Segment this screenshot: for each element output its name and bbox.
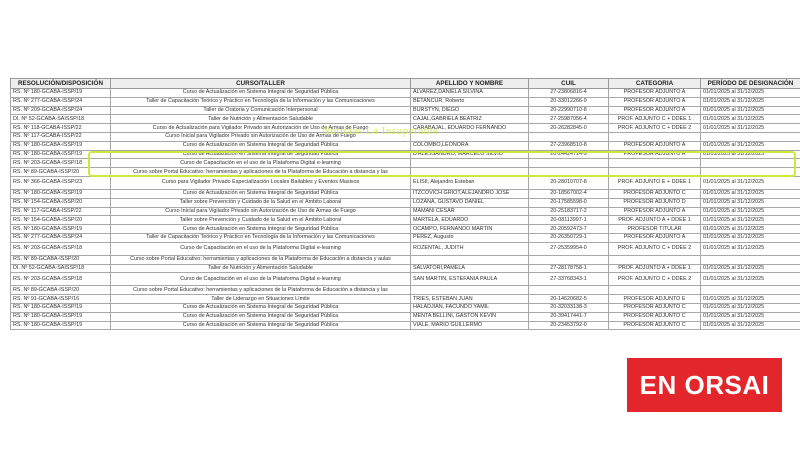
cell-cuil: 20-25183717-2 — [529, 207, 609, 216]
cell-category: PROFESOR ADJUNTO C — [609, 303, 701, 312]
cell-resolution: RS. Nº 180-GCABA-ISSP/19 — [11, 312, 111, 321]
cell-resolution: RS. Nº 203-GCABA-ISSP/18 — [11, 242, 111, 255]
table-row — [11, 242, 800, 255]
cell-period: 01/01/2025 al 31/12/2025 — [701, 189, 800, 198]
cell-category: PROFESOR ADJUNTO A — [609, 89, 701, 98]
cell-name: COLOMBO,LEONORA — [411, 141, 529, 150]
cell-period: 01/01/2025 al 31/12/2025 — [701, 312, 800, 321]
cell-course: Curso de Capacitación en el uso de la Plataforma Digital e-learning — [111, 242, 411, 255]
cell-resolution: RS. Nº 180-GCABA-ISSP/19 — [11, 141, 111, 150]
table-row — [11, 233, 800, 242]
cell-category — [609, 132, 701, 141]
cell-category — [609, 255, 701, 264]
cell-course: Taller de Capacitación Teórico y Práctico en Tecnología de la Información y las Comunicaciones — [111, 233, 411, 242]
cell-cuil: 20-39417441-7 — [529, 312, 609, 321]
cell-category: PROF. ADJUNTO C + DDEE 1 — [609, 115, 701, 124]
cell-name: BETANCUR, Roberto — [411, 97, 529, 106]
cell-resolution: RS. Nº 203-GCABA-ISSP/18 — [11, 159, 111, 168]
table-row — [11, 97, 800, 106]
cell-category: PROFESOR ADJUNTO A — [609, 207, 701, 216]
table-row — [11, 312, 800, 321]
cell-period: 01/01/2025 al 31/12/2025 — [701, 198, 800, 207]
cell-cuil: 20-14620682-5 — [529, 295, 609, 304]
cell-period: 01/01/2025 al 31/12/2025 — [701, 124, 800, 133]
cell-course: Taller de Oratoria y Comunicación Interpersonal — [111, 106, 411, 115]
cell-cuil: 27-33768343-1 — [529, 273, 609, 286]
cell-name: ITZCOVICH GRIOT,ALEJANDRO JOSE — [411, 189, 529, 198]
cell-resolution: RS. Nº 89-GCABA-ISSP/20 — [11, 255, 111, 264]
cell-cuil: 20-17585598-0 — [529, 198, 609, 207]
cell-name: MAMANI CESAR — [411, 207, 529, 216]
cell-resolution: RS. Nº 117-GCABA-ISSP/22 — [11, 132, 111, 141]
cell-period: 01/01/2025 al 31/12/2025 — [701, 89, 800, 98]
cell-cuil — [529, 132, 609, 141]
cell-resolution: DI. Nº 52-GCABA-SAISSP/18 — [11, 264, 111, 273]
cell-category: PROFESOR ADJUNTO E — [609, 295, 701, 304]
cell-period: 01/01/2025 al 31/12/2025 — [701, 115, 800, 124]
cell-resolution: DI. Nº 52-GCABA-SAISSP/18 — [11, 115, 111, 124]
cell-category: PROFESOR ADJUNTO A — [609, 233, 701, 242]
cell-category: PROF. ADJUNTO C + DDEE 2 — [609, 124, 701, 133]
cell-course: Taller sobre Prevención y Cuidado de la Salud en el Ámbito Laboral — [111, 198, 411, 207]
cell-resolution: RS. Nº 89-GCABA-ISSP/20 — [11, 286, 111, 295]
cell-resolution: RS. Nº 366-GCABA-ISSP/23 — [11, 176, 111, 189]
cell-resolution: RS. Nº 117-GCABA-ISSP/22 — [11, 207, 111, 216]
cell-course: Taller de Nutrición y Alimentación Saludable — [111, 264, 411, 273]
cell-course: Curso de Actualización para Vigilador Privado sin Autorización de Uso de Armas de Fuego — [111, 124, 411, 133]
highlight-box — [88, 151, 796, 177]
cell-period: 01/01/2025 al 31/12/2025 — [701, 176, 800, 189]
table-row — [11, 273, 800, 286]
cell-cuil: 20-26350729-1 — [529, 233, 609, 242]
cell-period: 01/01/2025 al 31/12/2025 — [701, 150, 800, 159]
cell-period: 01/01/2025 al 31/12/2025 — [701, 216, 800, 225]
cell-name: ALVAREZ,DANIELA SILVINA — [411, 89, 529, 98]
cell-name: MENTA BELLINI, GASTON KEVIN — [411, 312, 529, 321]
table-row — [11, 225, 800, 234]
cell-resolution: RS. Nº 154-GCABA-ISSP/20 — [11, 216, 111, 225]
cell-name: ELISII, Alejandro Esteban — [411, 176, 529, 189]
cell-resolution: RS. Nº 203-GCABA-ISSP/18 — [11, 273, 111, 286]
table-row — [11, 255, 800, 264]
table-row — [11, 321, 800, 330]
header-cuil: CUIL — [529, 79, 609, 89]
cell-resolution: RS. Nº 91-GCABA-ISSP/16 — [11, 295, 111, 304]
cell-category: PROFESOR ADJUNTO A — [609, 97, 701, 106]
cell-course: Curso de Actualización en Sistema Integral de Seguridad Pública — [111, 321, 411, 330]
cell-course: Curso de Actualización en Sistema Integral de Seguridad Pública — [111, 89, 411, 98]
table-header-row — [11, 79, 800, 89]
cell-course: Curso de Actualización en Sistema Integral de Seguridad Pública — [111, 312, 411, 321]
cell-period — [701, 286, 800, 295]
cell-name: CAJAL,GABRIELA BEATRIZ — [411, 115, 529, 124]
cell-category: PROFESOR ADJUNTO A — [609, 141, 701, 150]
cell-name: ROZENTAL, JUDITH — [411, 242, 529, 255]
table-row — [11, 303, 800, 312]
cell-name: CARABAJAL, EDUARDO FERNANDO — [411, 124, 529, 133]
cell-course: Curso de Capacitación en el uso de la Plataforma Digital e-learning — [111, 273, 411, 286]
cell-period: 01/01/2025 al 31/12/2025 — [701, 207, 800, 216]
cell-resolution: RS. Nº 180-GCABA-ISSP/19 — [11, 89, 111, 98]
designations-table — [10, 78, 800, 330]
cell-course: Curso para Vigilador Privado Especialización Locales Bailables y Eventos Masivos — [111, 176, 411, 189]
cell-category: PROFESOR ADJUNTO A — [609, 150, 701, 159]
cell-name — [411, 286, 529, 295]
cell-name: TRIES, ESTEBAN JUAN — [411, 295, 529, 304]
cell-name: PEREZ, Augusto — [411, 233, 529, 242]
cell-name: LOZANA, GUSTAVO DANIEL — [411, 198, 529, 207]
cell-cuil: 20-08113997-1 — [529, 216, 609, 225]
cell-name: BURSTYN, DIEGO — [411, 106, 529, 115]
cell-course: Taller de Capacitación Teórico y Práctico en Tecnología de la Información y las Comunicaciones — [111, 97, 411, 106]
cell-category: PROFESOR ADJUNTO D — [609, 198, 701, 207]
cell-period: 01/01/2025 al 31/12/2025 — [701, 242, 800, 255]
cell-category: PROFESOR TITULAR — [609, 225, 701, 234]
table-row — [11, 89, 800, 98]
cell-resolution: RS. Nº 180-GCABA-ISSP/19 — [11, 225, 111, 234]
cell-name: HALADJIAN, FACUNDO YAMIL — [411, 303, 529, 312]
cell-cuil: 20-18567002-4 — [529, 189, 609, 198]
cell-course: Curso de Actualización en Sistema Integral de Seguridad Pública — [111, 189, 411, 198]
cell-cuil: 20-28010707-8 — [529, 176, 609, 189]
cell-category: PROF. ADJUNTO A + DDEE 1 — [609, 264, 701, 273]
cell-resolution: RS. Nº 180-GCABA-ISSP/19 — [11, 321, 111, 330]
cell-resolution: RS. Nº 180-GCABA-ISSP/19 — [11, 150, 111, 159]
cell-name: SALVATORI,PAMELA — [411, 264, 529, 273]
cell-resolution: RS. Nº 154-GCABA-ISSP/20 — [11, 198, 111, 207]
cell-resolution: RS. Nº 209-GCABA-ISSP/24 — [11, 106, 111, 115]
cell-category: PROF. ADJUNTO A + DDEE 1 — [609, 216, 701, 225]
header-category: CATEGORIA — [609, 79, 701, 89]
cell-cuil: 27-25987056-4 — [529, 115, 609, 124]
cell-course: Taller de Liderazgo en Situaciones Límite — [111, 295, 411, 304]
cell-period: 01/01/2025 al 31/12/2025 — [701, 225, 800, 234]
header-period: PERÍODO DE DESIGNACIÓN — [701, 79, 800, 89]
cell-course: Curso de Actualización en Sistema Integral de Seguridad Pública — [111, 150, 411, 159]
cell-category: PROFESOR ADJUNTO A — [609, 106, 701, 115]
cell-name: OCAMPO, FERNANDO MARTIN — [411, 225, 529, 234]
table-row — [11, 106, 800, 115]
cell-cuil: 20-20592473-7 — [529, 225, 609, 234]
cell-period: 01/01/2025 al 31/12/2025 — [701, 321, 800, 330]
cell-cuil: 27-28178758-1 — [529, 264, 609, 273]
cell-course: Curso sobre Portal Educativo: herramientas y aplicaciones de la Plataforma de Educación a distancia y las — [111, 168, 411, 177]
cell-name: VIALE, MARIO GUILLERMO — [411, 321, 529, 330]
cell-category: PROF. ADJUNTO E + DDEE 1 — [609, 176, 701, 189]
cell-resolution: RS. Nº 277-GCABA-ISSP/24 — [11, 233, 111, 242]
cell-course: Curso sobre Portal Educativo: herramientas y aplicaciones de la Plataforma de Educación a distancia y las — [111, 286, 411, 295]
cell-name: MARTELA, EDUARDO — [411, 216, 529, 225]
header-name: APELLIDO Y NOMBRE — [411, 79, 529, 89]
cell-period — [701, 255, 800, 264]
cell-category: PROFESOR ADJUNTO C — [609, 321, 701, 330]
cell-category: PROFESOR ADJUNTO C — [609, 312, 701, 321]
header-course: CURSO/TALLER — [111, 79, 411, 89]
cell-resolution: RS. Nº 277-GCABA-ISSP/24 — [11, 97, 111, 106]
cell-course: Curso de Actualización en Sistema Integral de Seguridad Pública — [111, 141, 411, 150]
cell-cuil — [529, 255, 609, 264]
table-row — [11, 115, 800, 124]
cell-cuil: 20-22990710-8 — [529, 106, 609, 115]
cell-cuil: 20-23453792-0 — [529, 321, 609, 330]
cell-period: 01/01/2025 al 31/12/2025 — [701, 273, 800, 286]
cell-category: PROF. ADJUNTO C + DDEE 2 — [609, 242, 701, 255]
cell-cuil: 20-24424714-9 — [529, 150, 609, 159]
cell-period: 01/01/2025 al 31/12/2025 — [701, 233, 800, 242]
table-row — [11, 286, 800, 295]
cell-course: Curso de Capacitación en el uso de la Plataforma Digital e-learning — [111, 159, 411, 168]
cell-name: SAN MARTIN, ESTEFANIA PAULA — [411, 273, 529, 286]
cell-course: Curso de Actualización en Sistema Integral de Seguridad Pública — [111, 303, 411, 312]
cell-category: PROF. ADJUNTO C + DDEE 2 — [609, 273, 701, 286]
cell-category — [609, 286, 701, 295]
table-row — [11, 189, 800, 198]
table-row — [11, 264, 800, 273]
cell-resolution: RS. Nº 180-GCABA-ISSP/19 — [11, 303, 111, 312]
cell-period: 01/01/2025 al 31/12/2025 — [701, 97, 800, 106]
document-table-container — [10, 78, 800, 330]
cell-course: Curso de Actualización en Sistema Integral de Seguridad Pública — [111, 225, 411, 234]
cell-cuil: 27-23806816-4 — [529, 89, 609, 98]
cell-course: Taller sobre Prevención y Cuidado de la Salud en el Ámbito Laboral — [111, 216, 411, 225]
table-row — [11, 295, 800, 304]
table-row — [11, 141, 800, 150]
cell-period: 01/01/2025 al 31/12/2025 — [701, 141, 800, 150]
cell-course: Curso sobre Portal Educativo: herramientas y aplicaciones de la Plataforma de Educación a distancia y aulas — [111, 255, 411, 264]
cell-period: 01/01/2025 al 31/12/2025 — [701, 295, 800, 304]
table-row — [11, 176, 800, 189]
table-row — [11, 207, 800, 216]
cell-course: Curso Inicial para Vigilador Privado sin Autorización de Uso de Armas de Fuego — [111, 132, 411, 141]
cell-period: 01/01/2025 al 31/12/2025 — [701, 106, 800, 115]
en-orsai-logo: EN ORSAI — [627, 358, 782, 412]
cell-course: Taller de Nutrición y Alimentación Saludable — [111, 115, 411, 124]
cell-cuil: 27-25359954-0 — [529, 242, 609, 255]
watermark-text: Noticias La Insuperable — [322, 125, 439, 137]
cell-period: 01/01/2025 al 31/12/2025 — [701, 303, 800, 312]
cell-category: PROFESOR ADJUNTO C — [609, 189, 701, 198]
cell-cuil: 27-23968510-8 — [529, 141, 609, 150]
table-row — [11, 198, 800, 207]
cell-name: D'ALESSANDRO, MARCELO SILVIO — [411, 150, 529, 159]
cell-cuil: 20-32033138-3 — [529, 303, 609, 312]
cell-resolution: RS. Nº 118-GCABA-ISSP/22 — [11, 124, 111, 133]
header-resolution: RESOLUCIÓN/DISPOSICIÓN — [11, 79, 111, 89]
cell-name — [411, 255, 529, 264]
cell-cuil: 20-26282845-0 — [529, 124, 609, 133]
cell-course: Curso Inicial para Vigilador Privado sin Autorización de Uso de Armas de Fuego — [111, 207, 411, 216]
cell-cuil: 20-33012266-9 — [529, 97, 609, 106]
cell-period: 01/01/2025 al 31/12/2025 — [701, 264, 800, 273]
cell-cuil — [529, 286, 609, 295]
table-row — [11, 216, 800, 225]
cell-period — [701, 132, 800, 141]
cell-resolution: RS. Nº 180-GCABA-ISSP/19 — [11, 189, 111, 198]
cell-resolution: RS. Nº 89-GCABA-ISSP/20 — [11, 168, 111, 177]
